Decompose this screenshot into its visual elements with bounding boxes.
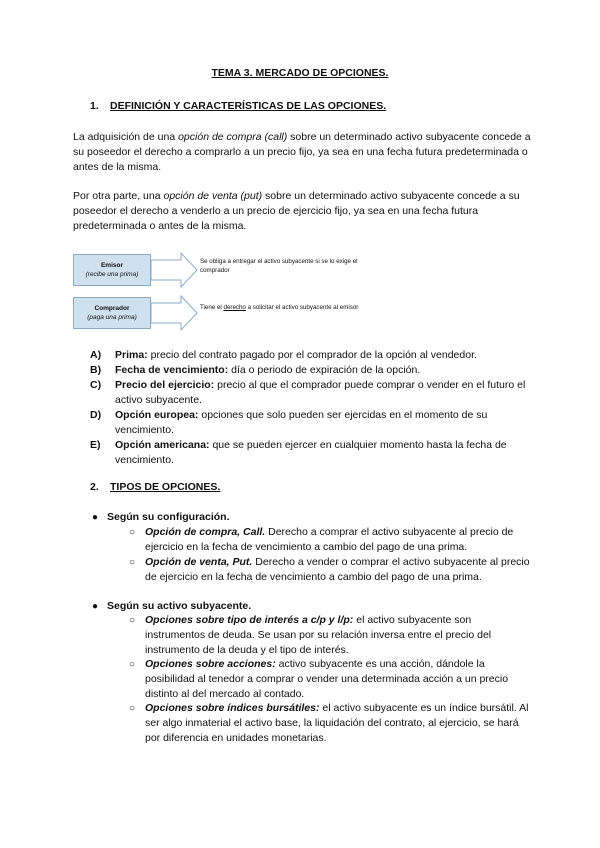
comprador-title: Comprador bbox=[94, 305, 130, 312]
emisor-box bbox=[73, 254, 151, 286]
list-item: B) Fecha de vencimiento: día o periodo de expiración de la opción. bbox=[90, 364, 421, 376]
comprador-box bbox=[73, 297, 151, 329]
section-2-number: 2. bbox=[90, 481, 99, 493]
list-item: C) Precio del ejercicio: precio al que el comprador puede comprar o vender en el futuro el activo subyacente. bbox=[90, 379, 526, 406]
call-term: opción de compra (call) bbox=[178, 131, 288, 143]
list-item: ○ Opción de compra, Call. Derecho a comprar el activo subyacente al precio de ejercicio en la fecha de vencimiento a cambio del pago de una prima. bbox=[129, 526, 514, 553]
circle-bullet-icon: ○ bbox=[129, 615, 136, 626]
paragraph-put: Por otra parte, una opción de venta (put) sobre un determinado activo subyacente concede a su poseedor el derecho a venderlo a un precio de ejercicio fijo, ya sea en una fecha futura predeterminada o antes de la misma. bbox=[73, 190, 520, 232]
list-item: ○ Opción de venta, Put. Derecho a vender o comprar el activo subyacente al precio de ejercicio en la fecha de vencimiento a cambio del pago de una prima. bbox=[129, 556, 530, 583]
group-configuracion-label: ● Según su configuración. bbox=[92, 511, 230, 523]
section-1-number: 1. bbox=[90, 100, 99, 112]
comprador-description: Tiene el derecho a solicitar el activo subyacente al emisor bbox=[200, 304, 359, 311]
circle-bullet-icon: ○ bbox=[129, 527, 136, 538]
section-2-heading bbox=[90, 481, 220, 493]
list-item: E) Opción americana: que se pueden ejercer en cualquier momento hasta la fecha de vencimiento. bbox=[90, 439, 507, 466]
circle-bullet-icon: ○ bbox=[129, 703, 136, 714]
list-item: A) Prima: precio del contrato pagado por el comprador de la opción al vendedor. bbox=[90, 349, 477, 361]
comprador-arrow-icon bbox=[151, 295, 199, 331]
document-title: TEMA 3. MERCADO DE OPCIONES. bbox=[211, 67, 389, 79]
paragraph-call: La adquisición de una opción de compra (call) sobre un determinado activo subyacente concede a su poseedor el derecho a comprarlo a un precio fijo, ya sea en una fecha futura predeterminada o antes de la misma. bbox=[73, 131, 531, 173]
section-1-heading bbox=[90, 100, 386, 112]
bullet-icon: ● bbox=[92, 601, 99, 612]
emisor-description: Se obliga a entregar el activo subyacente si se lo exige el comprador bbox=[200, 258, 358, 274]
group-subyacente-label: ● Según su activo subyacente. bbox=[92, 600, 252, 612]
list-item: ○ Opciones sobre acciones: activo subyacente es una acción, dándole la posibilidad al tenedor a comprar o vender una determinada acción a un precio distinto al del mercado al contado. bbox=[129, 658, 509, 700]
list-item: ○ Opciones sobre tipo de interés a c/p y l/p: el activo subyacente son instrumentos de deuda. Se usan por su relación inversa entre el precio del instrumento de la deuda y el tipo de interés. bbox=[129, 614, 492, 656]
emisor-title: Emisor bbox=[100, 262, 124, 269]
list-item: D) Opción europea: opciones que solo pueden ser ejercidas en el momento de su vencimiento. bbox=[90, 409, 488, 436]
comprador-subtitle: (paga una prima) bbox=[87, 314, 137, 321]
emisor-subtitle: (recibe una prima) bbox=[85, 271, 139, 278]
section-1-title: DEFINICIÓN Y CARACTERÍSTICAS DE LAS OPCIONES. bbox=[110, 100, 387, 112]
circle-bullet-icon: ○ bbox=[129, 659, 136, 670]
circle-bullet-icon: ○ bbox=[129, 557, 136, 568]
section-2-title: TIPOS DE OPCIONES. bbox=[110, 481, 221, 493]
emisor-arrow-icon bbox=[151, 252, 199, 288]
definitions-list bbox=[90, 348, 530, 468]
bullet-icon: ● bbox=[92, 512, 99, 523]
list-item: ○ Opciones sobre índices bursátiles: el activo subyacente es un índice bursátil. Al ser algo inmaterial el activo base, la liquidación del contrato, al ejercicio, se hará por diferencia en unidades monetarias. bbox=[129, 702, 529, 744]
put-term: opción de venta (put) bbox=[163, 190, 263, 202]
